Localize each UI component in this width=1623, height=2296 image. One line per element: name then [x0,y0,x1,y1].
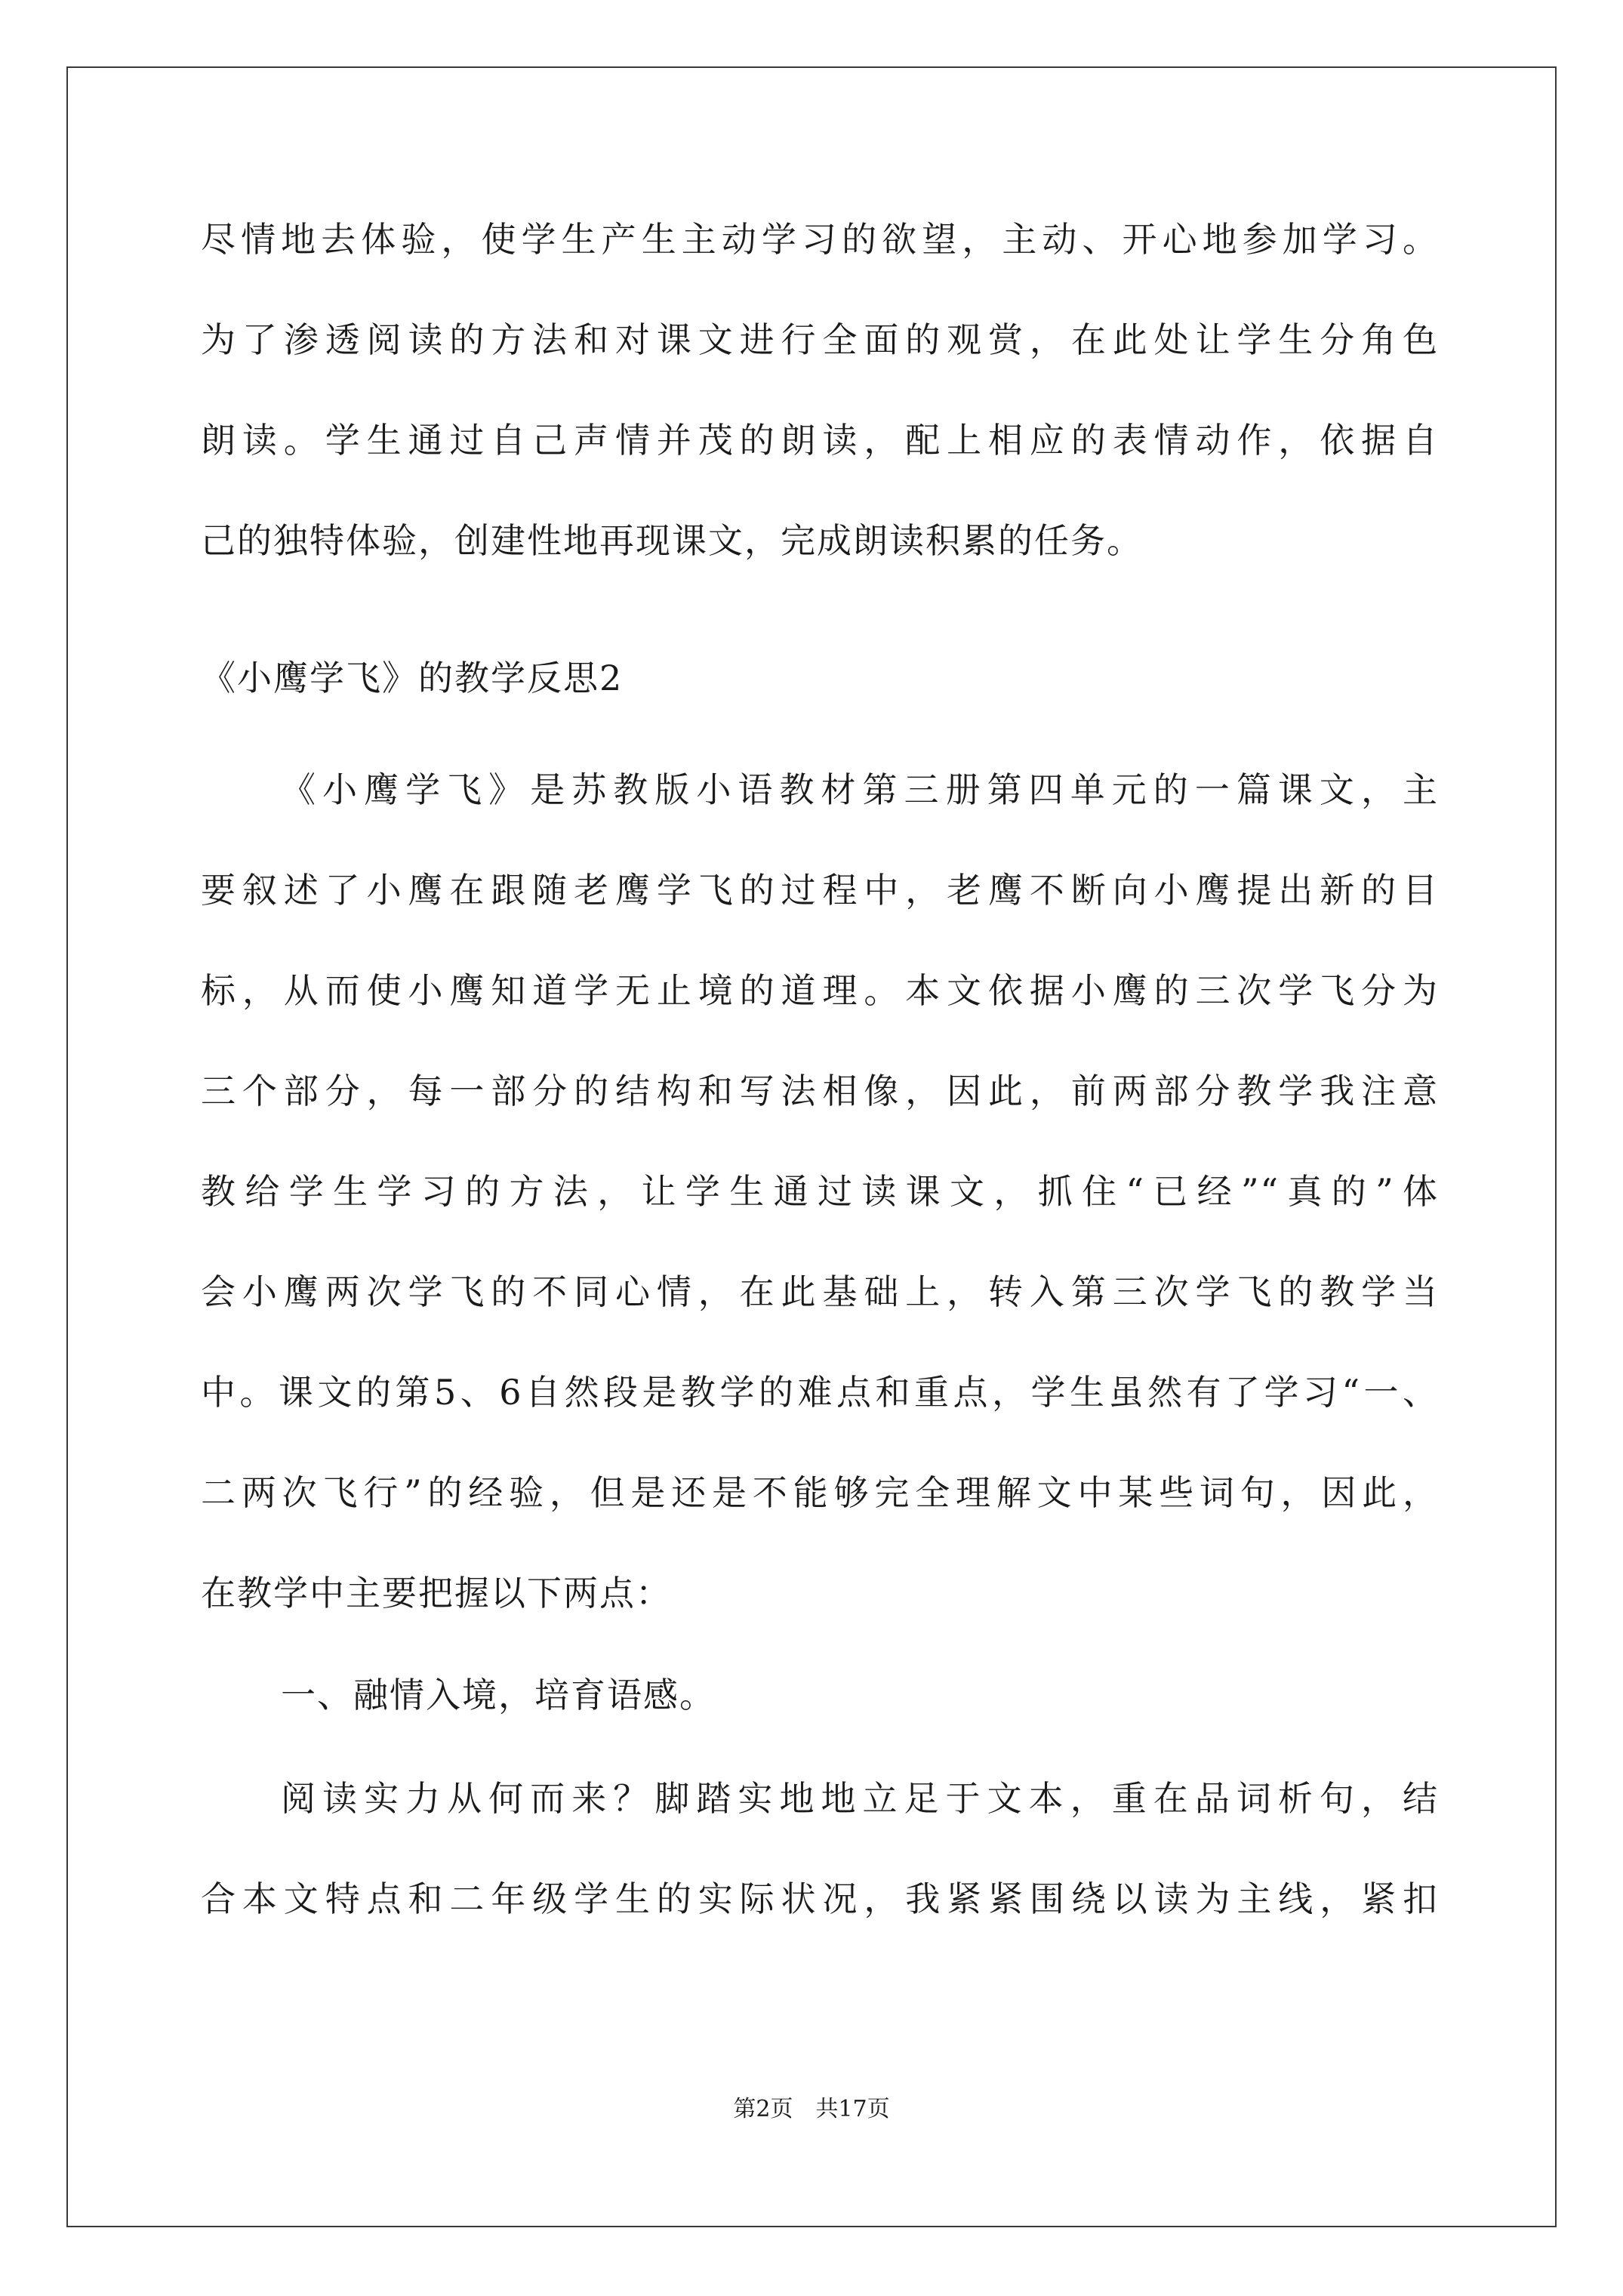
body-text-line: 阅读实力从何而来？脚踏实地地立足于文本，重在品词析句，结 [281,1778,1439,1819]
body-text-line: 在教学中主要把握以下两点： [201,1573,672,1613]
body-text-line: 尽情地去体验，使学生产生主动学习的欲望，主动、开心地参加学习。 [201,219,1439,260]
body-text-line: 要叙述了小鹰在跟随老鹰学飞的过程中，老鹰不断向小鹰提出新的目 [201,870,1439,911]
body-text-line: 教给学生学习的方法，让学生通过读课文，抓住“已经”“真的”体 [201,1171,1439,1212]
body-text-line: 会小鹰两次学飞的不同心情，在此基础上，转入第三次学飞的教学当 [201,1271,1439,1312]
body-text-line: 三个部分，每一部分的结构和写法相像，因此，前两部分教学我注意 [201,1071,1439,1111]
body-text-line: 己的独特体验，创建性地再现课文，完成朗读积累的任务。 [201,520,1143,561]
body-text-line: 朗读。学生通过自己声情并茂的朗读，配上相应的表情动作，依据自 [201,420,1439,461]
body-text-line: 《小鹰学飞》是苏教版小语教材第三册第四单元的一篇课文，主 [281,769,1439,810]
body-text-line: 为了渗透阅读的方法和对课文进行全面的观赏，在此处让学生分角色 [201,319,1439,360]
subheading-line: 一、融情入境，培育语感。 [281,1675,716,1715]
body-text-line: 标，从而使小鹰知道学无止境的道理。本文依据小鹰的三次学飞分为 [201,970,1439,1011]
body-text-line: 合本文特点和二年级学生的实际状况，我紧紧围绕以读为主线，紧扣 [201,1878,1439,1919]
body-text-line: 二两次飞行”的经验，但是还是不能够完全理解文中某些词句，因此， [201,1472,1439,1513]
page-number-footer: 第2页 共17页 [733,2096,890,2122]
section-heading: 《小鹰学飞》的教学反思2 [201,658,624,698]
body-text-line: 中。课文的第5、6自然段是教学的难点和重点，学生虽然有了学习“一、 [201,1372,1439,1413]
